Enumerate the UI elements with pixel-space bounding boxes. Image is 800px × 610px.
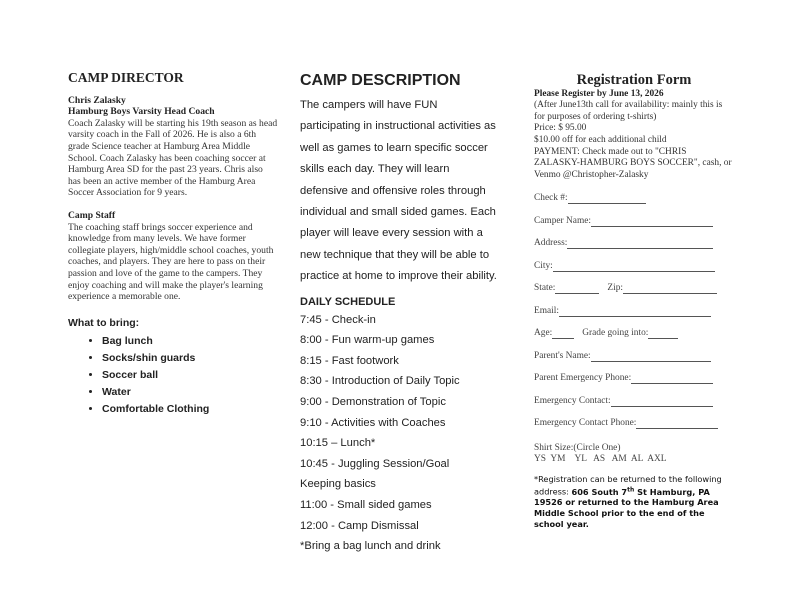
camp-description-heading: CAMP DESCRIPTION: [300, 72, 461, 89]
emergency-contact-field[interactable]: [534, 396, 734, 419]
daily-schedule-heading: DAILY SCHEDULE: [300, 295, 396, 308]
schedule-item: Keeping basics: [300, 478, 376, 491]
field-line[interactable]: [631, 373, 713, 384]
age-grade-field[interactable]: [534, 328, 734, 351]
grade-line[interactable]: [648, 328, 678, 339]
field-label: Email:: [534, 305, 559, 316]
schedule-item: 11:00 - Small sided games: [300, 499, 432, 511]
age-line[interactable]: [552, 328, 574, 339]
shirt-size-label: Shirt Size:(Circle One): [534, 442, 621, 453]
schedule-item: 7:45 - Check-in: [300, 313, 376, 326]
field-line[interactable]: [636, 418, 718, 429]
parent-name-field[interactable]: [534, 351, 734, 374]
daily-schedule: [300, 310, 500, 557]
camp-director-heading: CAMP DIRECTOR: [68, 70, 184, 85]
note-address: 606 South 7: [571, 486, 628, 497]
field-label: Age:: [534, 328, 553, 339]
camp-description-column: [300, 72, 500, 557]
camp-description-text: The campers will have FUN participating in instructional activities as well as games to learn specific soccer skills each day. They will learn defensive and offensive roles through individual and small sided games. Each player will leave every session with a new technique that they will be able to practice at home to improve their ability.: [300, 99, 497, 283]
price: Price: $ 95.00: [534, 123, 587, 134]
schedule-item: 8:15 - Fast footwork: [300, 354, 399, 367]
field-label: State:: [534, 283, 556, 294]
shirt-size: [534, 443, 734, 466]
registration-form-heading: Registration Form: [576, 72, 692, 88]
field-line[interactable]: [567, 238, 713, 249]
director-bio: Coach Zalasky will be starting his 19th season as head varsity coach in the Fall of 2026. He is also a 6th grade Science teacher at Hamburg Area Middle School. Coach Zalasky has been coaching soccer at Hamburg Area SD for the past 23 years. Chris also has been an active member of the Hamburg Area Soccer Association for 9 years.: [68, 117, 278, 199]
shirt-size-options[interactable]: YS YM YL AS AM AL AXL: [534, 454, 667, 465]
field-label: Grade going into:: [582, 328, 649, 339]
bring-item: • Water: [102, 384, 278, 401]
state-line[interactable]: [555, 283, 599, 294]
registration-form-column: [534, 72, 734, 530]
bring-item: • Bag lunch: [102, 333, 278, 350]
field-line[interactable]: [553, 261, 715, 272]
parent-phone-field[interactable]: [534, 373, 734, 396]
city-field[interactable]: [534, 261, 734, 284]
bring-item: • Soccer ball: [102, 367, 278, 384]
note-text: *Registration can be returned to the following address:: [534, 474, 722, 497]
field-label: Address:: [534, 238, 568, 249]
return-address-note: [534, 474, 734, 530]
camper-name-field[interactable]: [534, 216, 734, 239]
schedule-note: *Bring a bag lunch and drink: [300, 540, 441, 553]
email-field[interactable]: [534, 306, 734, 329]
zip-line[interactable]: [623, 283, 717, 294]
schedule-item: 8:30 - Introduction of Daily Topic: [300, 375, 460, 388]
camp-staff-heading: Camp Staff: [68, 209, 116, 221]
schedule-item: 8:00 - Fun warm-up games: [300, 334, 435, 347]
field-label: Camper Name:: [534, 215, 592, 226]
what-to-bring: [68, 318, 278, 419]
field-label: Parent's Name:: [534, 350, 591, 361]
field-line[interactable]: [591, 351, 711, 362]
register-deadline: Please Register by June 13, 2026: [534, 88, 664, 99]
schedule-item: 10:45 - Juggling Session/Goal: [300, 457, 450, 470]
camp-staff-text: The coaching staff brings soccer experience and knowledge from many levels. We have former collegiate players, high/middle school coaches, youth coaches, and players. They are here to pass on their passion and love of the game to the campers. They enjoy coaching and will make the player's learning experience a memorable one.: [68, 221, 274, 303]
schedule-item: 9:00 - Demonstration of Topic: [300, 396, 446, 409]
field-line[interactable]: [559, 306, 711, 317]
field-label: Emergency Contact:: [534, 395, 611, 406]
camp-director-column: [68, 72, 278, 418]
what-to-bring-heading: What to bring:: [68, 316, 140, 329]
director-name: Chris Zalasky: [68, 94, 126, 106]
note-text-bold: St Hamburg, PA 19526 or returned to the Hamburg Area Middle School prior to the end of the school year.: [534, 486, 719, 529]
note-sup: th: [627, 485, 635, 493]
payment-info: PAYMENT: Check made out to "CHRIS ZALASKY-HAMBURG BOYS SOCCER", cash, or Venmo @Christopher-Zalasky: [534, 146, 732, 180]
address-field[interactable]: [534, 238, 734, 261]
director-role: Hamburg Boys Varsity Head Coach: [68, 106, 215, 118]
bring-item: • Comfortable Clothing: [102, 401, 278, 418]
schedule-item: 9:10 - Activities with Coaches: [300, 416, 446, 429]
field-label: Parent Emergency Phone:: [534, 373, 632, 384]
schedule-item: 12:00 - Camp Dismissal: [300, 519, 419, 532]
field-line[interactable]: [611, 396, 713, 407]
field-line[interactable]: [568, 193, 646, 204]
field-label: Emergency Contact Phone:: [534, 418, 637, 429]
field-line[interactable]: [591, 216, 713, 227]
check-number-field[interactable]: [534, 193, 734, 216]
schedule-item: 10:15 – Lunch*: [300, 437, 376, 450]
after-deadline-note: (After June13th call for availability: mainly this is for purposes of ordering t-shirts): [534, 100, 723, 122]
field-label: Zip:: [607, 283, 623, 294]
field-label: Check #:: [534, 193, 568, 204]
bring-item: • Socks/shin guards: [102, 350, 278, 367]
state-zip-field[interactable]: [534, 283, 734, 306]
field-label: City:: [534, 260, 553, 271]
sibling-discount: $10.00 off for each additional child: [534, 134, 667, 145]
emergency-phone-field[interactable]: [534, 418, 734, 441]
